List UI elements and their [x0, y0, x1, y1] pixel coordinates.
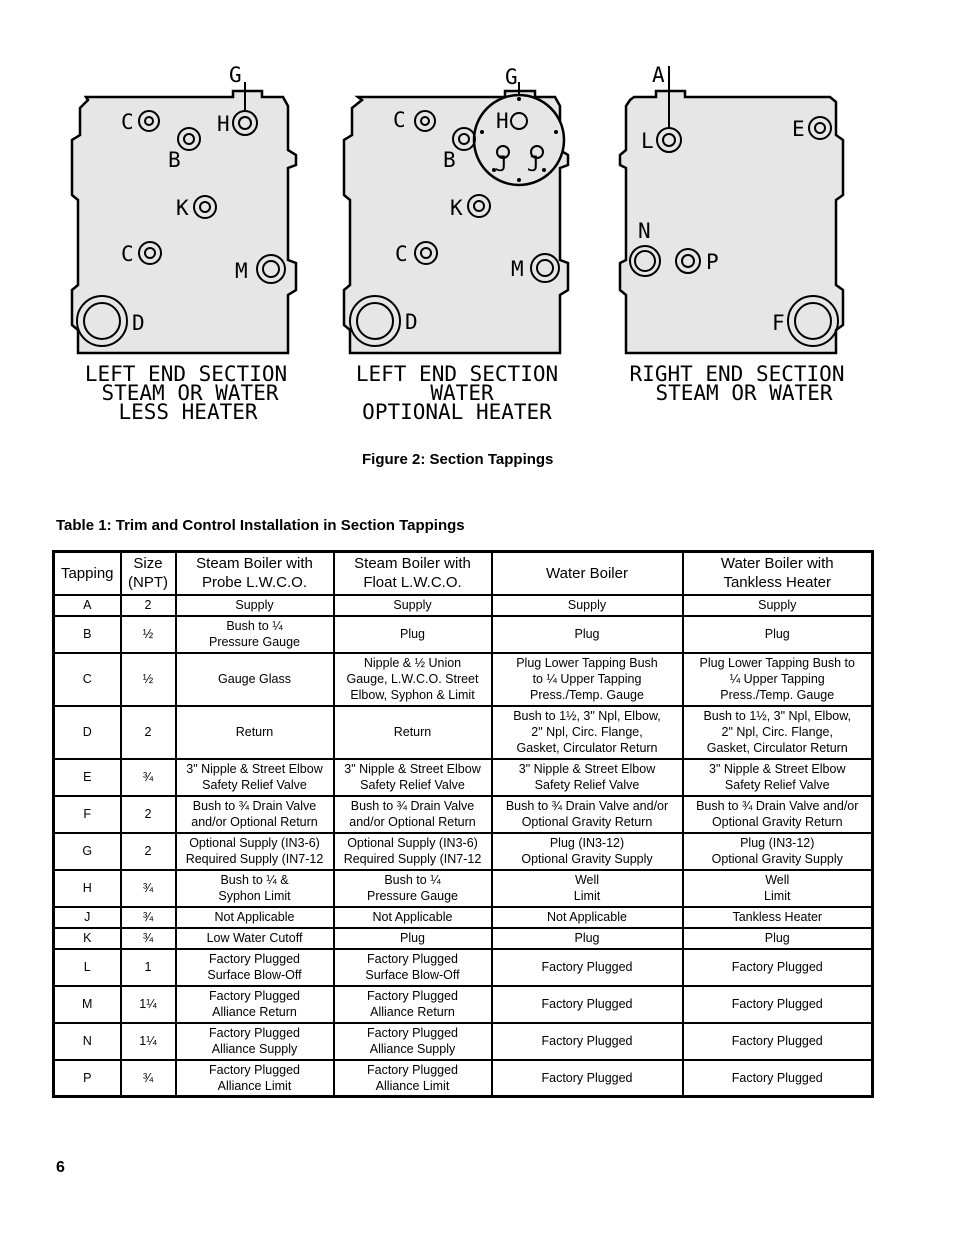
table-cell	[683, 949, 873, 986]
table-cell	[334, 833, 492, 870]
table-cell	[683, 796, 873, 833]
table-cell	[121, 653, 176, 706]
cell-text-line: Optional Gravity Supply	[521, 852, 653, 866]
table-cell	[683, 870, 873, 907]
cell-text-line: D	[82, 725, 92, 739]
cell-text-line: Bush to ¼	[384, 873, 441, 887]
label-d: D	[405, 310, 418, 334]
column-header	[176, 552, 334, 595]
cell-text-line: Optional Gravity Return	[711, 815, 843, 829]
cell-text-line: Bush to ¼ &	[220, 873, 289, 887]
cell-text-line: Factory Plugged	[541, 1070, 633, 1085]
cell-text-line: Optional Supply (IN3-6)	[189, 836, 320, 850]
cell-text-line: 2	[144, 807, 152, 821]
cell-text-line: Plug Lower Tapping Bush to	[699, 656, 855, 670]
table-row	[54, 1060, 873, 1097]
column-header	[54, 552, 121, 595]
table-cell	[334, 759, 492, 796]
cell-text-line: Safety Relief Valve	[724, 778, 830, 792]
table-cell	[121, 907, 176, 928]
heater-plate	[474, 95, 564, 185]
cell-text-line: Bush to ¼	[226, 619, 283, 633]
cell-text-line: Alliance Limit	[217, 1078, 292, 1093]
cell-text-line: Bush to ¾ Drain Valve and/or	[505, 799, 669, 813]
table-cell	[683, 759, 873, 796]
table-cell	[492, 986, 683, 1023]
table-caption: Table 1: Trim and Control Installation in Section Tappings	[56, 517, 465, 534]
cell-text-line: Factory Plugged	[541, 960, 633, 974]
cell-text-line: Factory Plugged	[208, 1062, 301, 1077]
label-p: P	[706, 250, 719, 274]
cell-text-line: Factory Plugged	[731, 1070, 823, 1085]
cell-text-line: Factory Plugged	[366, 989, 459, 1003]
table-cell	[54, 928, 121, 949]
table-cell	[683, 833, 873, 870]
cell-text-line: Return	[393, 725, 432, 739]
cell-text-line: Factory Plugged	[208, 952, 301, 966]
header-text-line: (NPT)	[128, 574, 168, 592]
label-a: A	[652, 63, 665, 87]
cell-text-line: Supply	[567, 598, 607, 612]
cell-text-line: E	[83, 770, 92, 784]
cell-text-line: Limit	[764, 889, 791, 903]
table-cell	[176, 1060, 334, 1097]
cell-text-line: 3" Nipple & Street Elbow	[709, 762, 846, 776]
column-header	[683, 552, 873, 595]
cell-text-line: Not Applicable	[372, 910, 453, 924]
cell-text-line: Factory Plugged	[541, 997, 633, 1011]
header-text-line: Water Boiler	[546, 564, 628, 582]
cell-text-line: G	[82, 844, 93, 858]
table-cell	[492, 759, 683, 796]
table-cell	[492, 833, 683, 870]
table-cell	[54, 1023, 121, 1060]
section-title-line: STEAM OR WATER	[655, 381, 833, 405]
cell-text-line: Plug	[574, 931, 600, 945]
cell-text-line: Gauge Glass	[218, 672, 291, 686]
cell-text-line: H	[82, 881, 92, 895]
cell-text-line: Not Applicable	[214, 910, 295, 924]
cell-text-line: Plug Lower Tapping Bush	[516, 656, 658, 670]
table-cell	[492, 1023, 683, 1060]
cell-text-line: Pressure Gauge	[208, 635, 301, 649]
cell-text-line: Pressure Gauge	[366, 889, 459, 903]
table-header-row	[54, 552, 873, 595]
label-j: J	[527, 152, 540, 176]
table-cell	[492, 1060, 683, 1097]
table-cell	[492, 616, 683, 653]
table-cell	[121, 706, 176, 759]
table-cell	[54, 759, 121, 796]
table-cell	[121, 928, 176, 949]
table-row	[54, 833, 873, 870]
cell-text-line: Gasket, Circulator Return	[516, 741, 658, 755]
cell-text-line: Plug	[764, 627, 790, 641]
table-cell	[334, 796, 492, 833]
label-c: C	[395, 242, 408, 266]
cell-text-line: ¾	[142, 910, 154, 924]
left-end-section-less-heater	[72, 63, 296, 424]
cell-text-line: Plug (IN3-12)	[549, 836, 625, 850]
table-cell	[54, 1060, 121, 1097]
cell-text-line: ¾	[142, 770, 154, 784]
cell-text-line: Press./Temp. Gauge	[530, 688, 644, 702]
cell-text-line: 2	[144, 598, 152, 612]
header-text-line: Tapping	[60, 564, 114, 582]
cell-text-line: 2" Npl, Circ. Flange,	[721, 725, 833, 739]
cell-text-line: C	[82, 672, 92, 686]
table-row	[54, 595, 873, 616]
label-j: J	[495, 152, 508, 176]
label-c: C	[121, 110, 134, 134]
cell-text-line: ¼ Upper Tapping	[729, 672, 825, 686]
table-cell	[54, 870, 121, 907]
label-f: F	[772, 311, 785, 335]
table-cell	[54, 833, 121, 870]
cell-text-line: Optional Gravity Supply	[711, 852, 843, 866]
cell-text-line: Return	[235, 725, 274, 739]
label-k: K	[450, 196, 463, 220]
trim-control-table	[52, 550, 874, 1098]
cell-text-line: Bush to ¾ Drain Valve and/or	[696, 799, 859, 813]
table-cell	[334, 928, 492, 949]
cell-text-line: Well	[765, 873, 790, 887]
cell-text-line: Tankless Heater	[732, 910, 823, 924]
label-m: M	[235, 259, 248, 283]
table-cell	[334, 907, 492, 928]
table-cell	[176, 706, 334, 759]
label-b: B	[168, 148, 181, 172]
table-row	[54, 1023, 873, 1060]
header-text-line: Tankless Heater	[723, 574, 832, 592]
table-row	[54, 949, 873, 986]
cell-text-line: ¾	[142, 881, 154, 895]
table-row	[54, 796, 873, 833]
section-title-line: LEFT END SECTION	[84, 362, 288, 386]
column-header	[492, 552, 683, 595]
cell-text-line: 3" Nipple & Street Elbow	[344, 762, 481, 776]
table-cell	[492, 870, 683, 907]
table-cell	[334, 949, 492, 986]
table-cell	[176, 986, 334, 1023]
cell-text-line: Bush to ¾ Drain Valve	[350, 799, 475, 813]
right-end-section	[620, 63, 844, 405]
label-g: G	[505, 65, 518, 89]
cell-text-line: Factory Plugged	[731, 960, 823, 974]
table-cell	[683, 653, 873, 706]
cell-text-line: 1	[144, 960, 152, 974]
header-text-line: Steam Boiler with	[354, 555, 471, 573]
table-cell	[683, 1060, 873, 1097]
cell-text-line: Factory Plugged	[541, 1034, 633, 1048]
table-cell	[176, 1023, 334, 1060]
cell-text-line: N	[82, 1034, 92, 1048]
cell-text-line: Supply	[758, 598, 797, 612]
table-cell	[121, 1023, 176, 1060]
table-cell	[683, 1023, 873, 1060]
table-row	[54, 706, 873, 759]
cell-text-line: Required Supply (IN7-12	[343, 852, 482, 866]
table-cell	[176, 833, 334, 870]
cell-text-line: Limit	[573, 889, 601, 903]
cell-text-line: Plug	[764, 931, 790, 945]
cell-text-line: Low Water Cutoff	[206, 931, 303, 945]
table-row	[54, 907, 873, 928]
cell-text-line: Not Applicable	[547, 910, 627, 924]
cell-text-line: Alliance Return	[370, 1005, 455, 1019]
cell-text-line: Supply	[393, 598, 432, 612]
cell-text-line: Plug	[399, 627, 426, 641]
cell-text-line: Elbow, Syphon & Limit	[350, 688, 475, 702]
cell-text-line: 2	[144, 844, 152, 858]
cell-text-line: Bush to 1½, 3" Npl, Elbow,	[513, 709, 661, 723]
section-title-line: WATER	[430, 381, 494, 405]
cell-text-line: and/or Optional Return	[191, 815, 318, 829]
table-cell	[176, 595, 334, 616]
cell-text-line: Surface Blow-Off	[365, 968, 460, 982]
label-d: D	[132, 311, 145, 335]
table-cell	[334, 986, 492, 1023]
cell-text-line: Syphon Limit	[218, 889, 291, 903]
cell-text-line: 1¼	[139, 997, 157, 1011]
table-cell	[121, 1060, 176, 1097]
label-n: N	[638, 219, 651, 243]
label-k: K	[176, 196, 189, 220]
cell-text-line: to ¼ Upper Tapping	[532, 672, 642, 686]
table-cell	[121, 949, 176, 986]
table-cell	[54, 595, 121, 616]
table-row	[54, 928, 873, 949]
cell-text-line: ¾	[142, 1070, 154, 1085]
cell-text-line: Plug	[574, 627, 600, 641]
cell-text-line: Factory Plugged	[208, 989, 301, 1003]
table-cell	[492, 928, 683, 949]
table-cell	[54, 949, 121, 986]
cell-text-line: M	[82, 997, 93, 1011]
table-cell	[121, 870, 176, 907]
table-cell	[176, 653, 334, 706]
page-number: 6	[56, 1159, 65, 1176]
cell-text-line: Factory Plugged	[208, 1026, 301, 1040]
cell-text-line: Bush to 1½, 3" Npl, Elbow,	[703, 709, 852, 723]
header-text-line: Probe L.W.C.O.	[201, 574, 308, 592]
cell-text-line: Plug	[399, 931, 426, 945]
cell-text-line: ½	[142, 627, 154, 641]
table-cell	[492, 595, 683, 616]
cell-text-line: Safety Relief Valve	[202, 778, 307, 792]
table-cell	[121, 616, 176, 653]
cell-text-line: Alliance Limit	[375, 1078, 450, 1093]
table-cell	[176, 907, 334, 928]
cell-text-line: Alliance Return	[212, 1005, 297, 1019]
table-cell	[54, 986, 121, 1023]
cell-text-line: Required Supply (IN7-12	[185, 852, 324, 866]
table-cell	[54, 907, 121, 928]
cell-text-line: L	[83, 960, 91, 974]
cell-text-line: Bush to ¾ Drain Valve	[192, 799, 317, 813]
table-cell	[492, 653, 683, 706]
table-cell	[334, 1060, 492, 1097]
header-text-line: Float L.W.C.O.	[363, 574, 462, 592]
table-row	[54, 616, 873, 653]
cell-text-line: Press./Temp. Gauge	[720, 688, 835, 702]
table-row	[54, 653, 873, 706]
table-cell	[54, 616, 121, 653]
cell-text-line: Plug (IN3-12)	[740, 836, 815, 850]
section-title-line: STEAM OR WATER	[101, 381, 279, 405]
table-cell	[121, 833, 176, 870]
table-cell	[176, 949, 334, 986]
cell-text-line: Optional Gravity Return	[521, 815, 653, 829]
table-row	[54, 986, 873, 1023]
cell-text-line: Surface Blow-Off	[207, 968, 302, 982]
table-cell	[121, 595, 176, 616]
label-h: H	[217, 112, 230, 136]
table-cell	[683, 616, 873, 653]
table-cell	[176, 796, 334, 833]
table-cell	[683, 595, 873, 616]
section-title-line: RIGHT END SECTION	[629, 362, 845, 386]
column-header	[334, 552, 492, 595]
table-cell	[176, 759, 334, 796]
table-cell	[54, 653, 121, 706]
cell-text-line: Well	[574, 873, 600, 887]
table-cell	[121, 796, 176, 833]
label-h: H	[496, 109, 509, 133]
table-cell	[683, 928, 873, 949]
table-cell	[121, 986, 176, 1023]
label-l: L	[641, 129, 654, 153]
table-cell	[334, 616, 492, 653]
cell-text-line: 3" Nipple & Street Elbow	[518, 762, 656, 776]
cell-text-line: Alliance Supply	[369, 1042, 456, 1056]
table-row	[54, 870, 873, 907]
cell-text-line: Factory Plugged	[366, 952, 459, 966]
cell-text-line: B	[83, 627, 92, 641]
cell-text-line: ½	[142, 672, 154, 686]
label-c: C	[393, 108, 406, 132]
table-cell	[492, 907, 683, 928]
figure-caption: Figure 2: Section Tappings	[362, 451, 554, 468]
cell-text-line: J	[84, 910, 91, 924]
cell-text-line: A	[83, 598, 92, 612]
cell-text-line: and/or Optional Return	[349, 815, 476, 829]
cell-text-line: Factory Plugged	[366, 1026, 459, 1040]
label-b: B	[443, 148, 456, 172]
left-end-section-optional-heater	[344, 65, 568, 424]
table-cell	[492, 796, 683, 833]
cell-text-line: 2" Npl, Circ. Flange,	[531, 725, 643, 739]
header-text-line: Size	[133, 555, 163, 573]
cell-text-line: Alliance Supply	[211, 1042, 298, 1056]
label-c: C	[121, 242, 134, 266]
table-cell	[54, 796, 121, 833]
table-cell	[334, 870, 492, 907]
column-header	[121, 552, 176, 595]
cell-text-line: Safety Relief Valve	[534, 778, 640, 792]
label-m: M	[511, 257, 524, 281]
table-cell	[176, 870, 334, 907]
cell-text-line: 3" Nipple & Street Elbow	[186, 762, 323, 776]
cell-text-line: Factory Plugged	[731, 1034, 823, 1048]
table-cell	[492, 949, 683, 986]
table-cell	[54, 706, 121, 759]
label-g: G	[229, 63, 242, 87]
table-cell	[683, 986, 873, 1023]
table-cell	[683, 706, 873, 759]
table-cell	[334, 1023, 492, 1060]
cell-text-line: K	[83, 931, 92, 945]
cell-text-line: Optional Supply (IN3-6)	[347, 836, 478, 850]
cell-text-line: Factory Plugged	[731, 997, 823, 1011]
header-text-line: Water Boiler with	[720, 555, 834, 573]
table-cell	[176, 928, 334, 949]
section-tappings-figure	[0, 0, 954, 440]
cell-text-line: Gauge, L.W.C.O. Street	[346, 672, 479, 686]
header-text-line: Steam Boiler with	[196, 555, 313, 573]
table-cell	[176, 616, 334, 653]
cell-text-line: Nipple & ½ Union	[363, 656, 462, 670]
section-title-line: OPTIONAL HEATER	[362, 400, 552, 424]
cell-text-line: 2	[144, 725, 152, 739]
table-cell	[334, 653, 492, 706]
cell-text-line: ¾	[142, 931, 154, 945]
cell-text-line: Supply	[235, 598, 274, 612]
cell-text-line: Gasket, Circulator Return	[706, 741, 848, 755]
cell-text-line: Factory Plugged	[366, 1062, 459, 1077]
cell-text-line: Safety Relief Valve	[360, 778, 465, 792]
section-title-line: LESS HEATER	[118, 400, 258, 424]
cell-text-line: 1¼	[139, 1034, 157, 1048]
table-row	[54, 759, 873, 796]
table-cell	[334, 706, 492, 759]
table-cell	[121, 759, 176, 796]
cell-text-line: F	[83, 807, 92, 821]
table-cell	[334, 595, 492, 616]
section-title-line: LEFT END SECTION	[355, 362, 559, 386]
table-cell	[492, 706, 683, 759]
label-e: E	[792, 117, 805, 141]
table-cell	[683, 907, 873, 928]
cell-text-line: P	[83, 1070, 92, 1085]
